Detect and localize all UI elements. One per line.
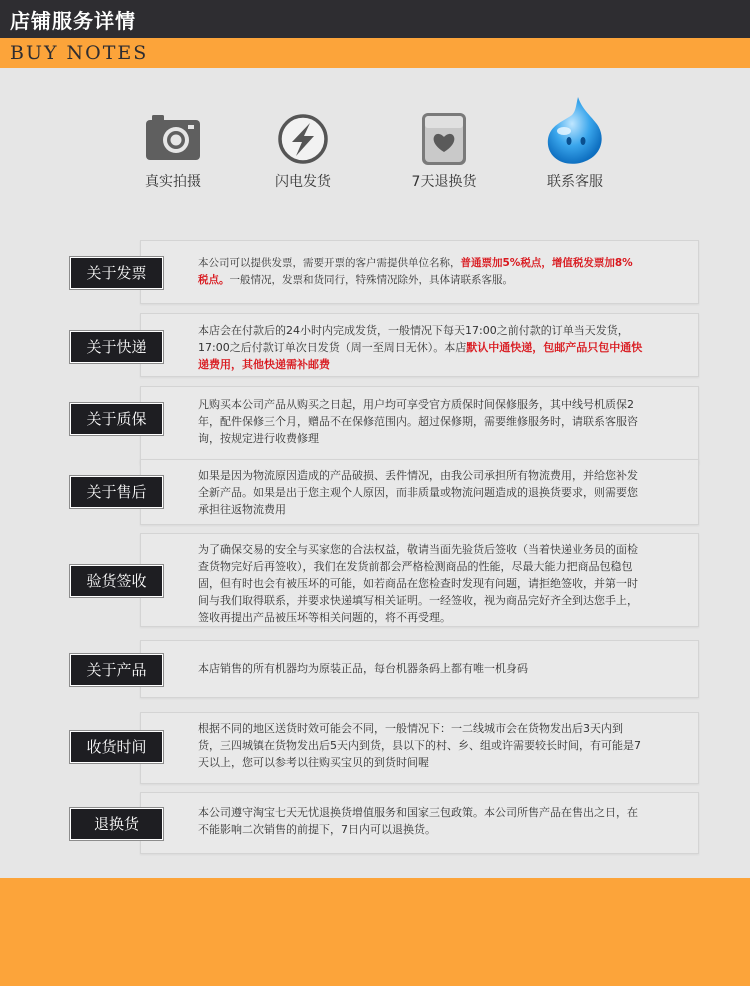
page-subtitle: BUY NOTES (10, 42, 149, 64)
feature-fast-ship (248, 105, 358, 190)
section-text (198, 255, 643, 288)
header-bar (0, 0, 750, 38)
feature-contact-service (520, 105, 630, 190)
section-text: 凡购买本公司产品从购买之日起，用户均可享受官方质保时间保修服务，其中线号机质保2年，配件保修三个月，赠品不在保修范围内。超过保修期，需要维修服务时，请联系客服咨询，按规定进行收费修理 (198, 398, 638, 445)
section-tag: 验货签收 (70, 565, 163, 597)
feature-label: 真实拍摄 (145, 174, 201, 190)
section-tag: 关于产品 (70, 654, 163, 686)
section-text: 如果是因为物流原因造成的产品破损、丢件情况，由我公司承担所有物流费用，并给您补发全新产品。如果是出于您主观个人原因，而非质量或物流问题造成的退换货要求，则需要您承担往返物流费用 (198, 469, 638, 516)
subheader-bar (0, 38, 750, 68)
text-part: 本公司可以提供发票，需要开票的客户需提供单位名称， (198, 257, 461, 269)
text-highlight: 默认中通快递，包邮产品只包中通快递费用，其他快递需补邮费 (198, 341, 643, 371)
section-tag: 退换货 (70, 808, 163, 840)
footer-bar (0, 878, 750, 986)
service-drop-icon (520, 105, 630, 165)
feature-label: 7天退换货 (411, 174, 477, 190)
feature-label: 闪电发货 (275, 174, 331, 190)
page-title: 店铺服务详情 (10, 9, 136, 33)
camera-icon (118, 105, 228, 165)
text-part: 一般情况，发票和货同行，特殊情况除外，具体请联系客服。 (229, 273, 513, 286)
section-text (198, 322, 643, 373)
feature-7day-return (389, 105, 499, 190)
section-text: 为了确保交易的安全与买家您的合法权益，敬请当面先验货后签收（当着快递业务员的面检查货物完好后再签收），我们在发货前都会严格检测商品的性能，尽最大能力把商品包稳包固，但有时也会有被压坏的可能，如若商品在您检查时发现有问题，请拒绝签收，并第一时间与我们取得联系，并要求快递填写相关证明。一经签收，视为商品完好齐全到达您手上，签收再提出产品被压坏等相关问题的，将不再受理。 (198, 543, 638, 624)
section-tag: 收货时间 (70, 731, 163, 763)
section-tag: 关于快递 (70, 331, 163, 363)
feature-real-photo (118, 105, 228, 190)
section-tag: 关于质保 (70, 403, 163, 435)
text-highlight: 普通票加5%税点，增值税发票加8%税点。 (198, 257, 633, 286)
section-tag: 关于发票 (70, 257, 163, 289)
text-part: 本店会在付款后的24小时内完成发货，一般情况下每天17:00之前付款的订单当天发货，17:00之后付款订单次日发货（周一至周日无休）。本店 (198, 324, 629, 354)
section-text: 本店销售的所有机器均为原装正品，每台机器条码上都有唯一机身码 (198, 662, 528, 675)
heart-box-icon (389, 105, 499, 165)
section-text: 本公司遵守淘宝七天无忧退换货增值服务和国家三包政策。本公司所售产品在售出之日，在不能影响二次销售的前提下，7日内可以退换货。 (198, 806, 638, 836)
section-text: 根据不同的地区送货时效可能会不同，一般情况下：一二线城市会在货物发出后3天内到货，三四城镇在货物发出后5天内到货，县以下的村、乡、组或许需要较长时间，有可能是7天以上，您可以参考以往购买宝贝的到货时间喔 (198, 722, 641, 769)
feature-label: 联系客服 (547, 174, 603, 190)
section-tag: 关于售后 (70, 476, 163, 508)
lightning-icon (248, 105, 358, 165)
